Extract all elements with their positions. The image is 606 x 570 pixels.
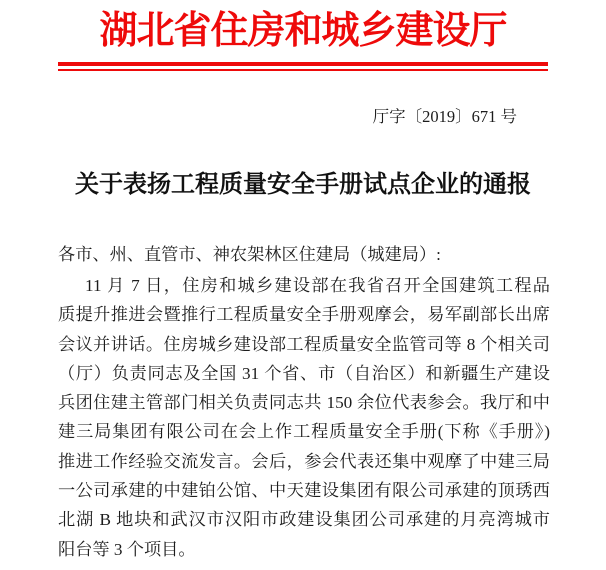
doc-title: 关于表扬工程质量安全手册试点企业的通报: [75, 172, 531, 198]
doc-number: 厅字〔2019〕671 号: [372, 107, 517, 126]
letterhead-rule-thin: [58, 69, 548, 71]
paragraph-line: 一公司承建的中建铂公馆、中天建设集团有限公司承建的顶琇西: [58, 481, 550, 501]
paragraph-line: （厅）负责同志及全国 31 个省、市（自治区）和新疆生产建设: [58, 363, 550, 383]
letterhead-agency-name: 湖北省住房和城乡建设厅: [99, 10, 507, 52]
paragraph-line: 建三局集团有限公司在会上作工程质量安全手册(下称《手册》): [58, 422, 550, 442]
paragraph-line: 兵团住建主管部门相关负责同志共 150 余位代表参会。我厅和中: [58, 393, 550, 413]
salutation: 各市、州、直管市、神农架林区住建局（城建局）:: [58, 245, 441, 264]
paragraph-line: 阳台等 3 个项目。: [58, 539, 196, 559]
doc-body-paragraph: [58, 271, 550, 564]
letterhead-rule-thick: [58, 62, 548, 66]
paragraph-line: 会议并讲话。住房城乡建设部工程质量安全监管司等 8 个相关司: [58, 334, 550, 354]
paragraph-line: 11 月 7 日，住房和城乡建设部在我省召开全国建筑工程品: [85, 276, 550, 295]
paragraph-line: 北湖 B 地块和武汉市汉阳市政建设集团公司承建的月亮湾城市: [58, 510, 550, 530]
paragraph-line: 质提升推进会暨推行工程质量安全手册观摩会，易军副部长出席: [58, 305, 550, 325]
paragraph-line: 推进工作经验交流发言。会后，参会代表还集中观摩了中建三局: [58, 451, 550, 471]
